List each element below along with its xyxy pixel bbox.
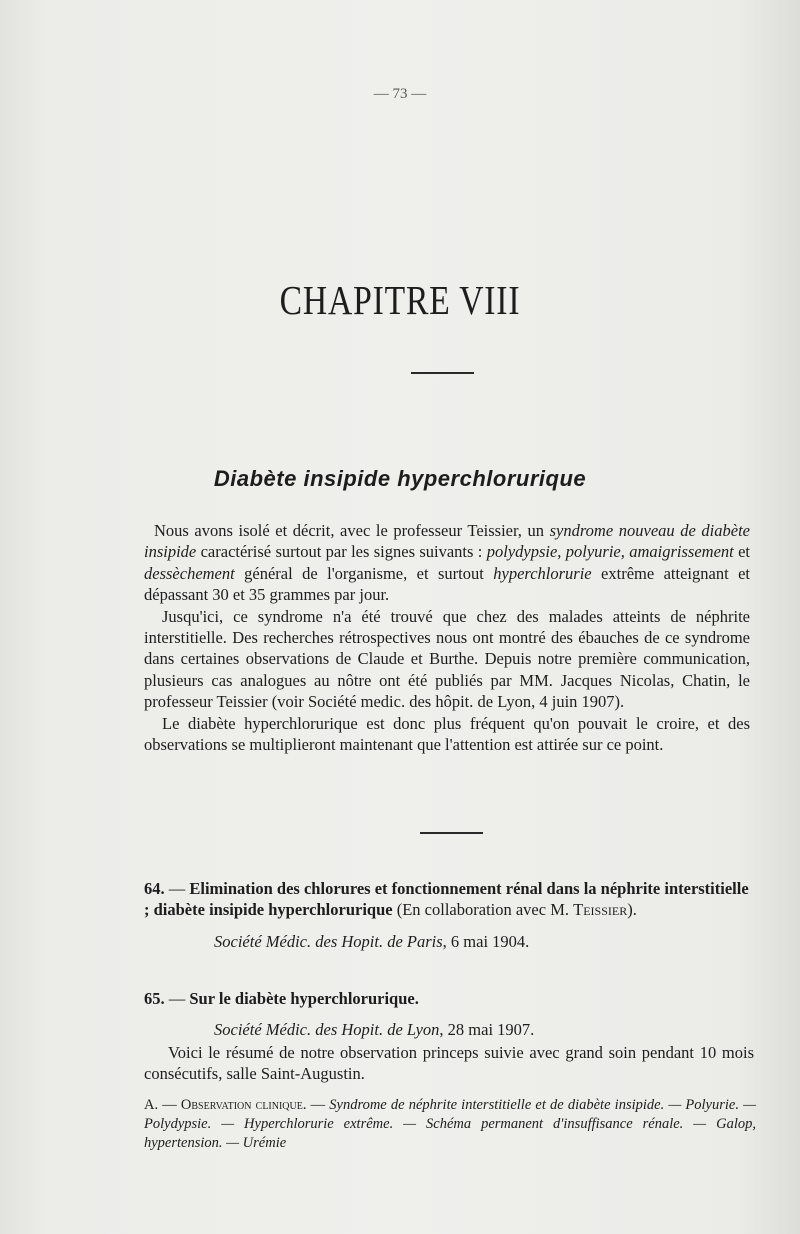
observation-text: Syndrome de néphrite interstitielle et de diabète insipide. — Polyurie. — Polydypsie. — Hyperchlorurie extrême. — Schéma permanent d'insuffisance rénale. — Galop, hypertension. — Urémie bbox=[144, 1097, 756, 1151]
intro-run-italic: hyperchlorurie bbox=[493, 563, 592, 583]
chapter-title: CHAPITRE VIII bbox=[279, 277, 521, 323]
divider-rule bbox=[411, 372, 474, 374]
observation-heading: Observation clinique. bbox=[180, 1097, 307, 1113]
intro-paragraph-2: Jusqu'ici, ce syndrome n'a été trouvé que chez des malades atteints de néphrite interstitielle. Des recherches rétrospectives nous ont montré des ébauches de ce syndrome dans certaines observations de Claude et Burthe. Depuis notre première communication, plusieurs cas analogues au nôtre ont été publiés par MM. Jacques Nicolas, Chatin, le professeur Teissier (voir Société medic. des hôpit. de Lyon, 4 juin 1907). bbox=[144, 606, 750, 712]
entry-journal: Société Médic. des Hopit. de Lyon bbox=[214, 1020, 440, 1040]
section-title: Diabète insipide hyperchlorurique bbox=[213, 466, 587, 491]
intro-run: caractérisé surtout par les signes suivants : bbox=[196, 542, 487, 562]
entry-date: , 6 mai 1904. bbox=[442, 931, 530, 951]
intro-run: Nous avons isolé et décrit, avec le professeur Teissier, un bbox=[154, 521, 550, 540]
entry-heading bbox=[144, 988, 754, 1009]
entry-date: , 28 mai 1907. bbox=[439, 1020, 535, 1040]
entry-source bbox=[214, 931, 754, 952]
entry-collab: (En collaboration avec M. bbox=[392, 900, 574, 920]
summary-paragraph: Voici le résumé de notre observation princeps suivie avec grand soin pendant 10 mois consécutifs, salle Saint-Augustin. bbox=[144, 1043, 754, 1084]
intro-run-italic: polydypsie, polyurie, amaigrissement bbox=[486, 542, 734, 562]
observation-label: A. — bbox=[144, 1097, 181, 1113]
entry-heading bbox=[144, 878, 754, 921]
observation-separator: — bbox=[306, 1097, 330, 1113]
divider-rule bbox=[420, 832, 483, 834]
intro-paragraph-1 bbox=[144, 520, 750, 606]
intro-run-italic: syndrome nouveau de diabète insipide bbox=[144, 521, 750, 562]
intro-run: général de l'organisme, et surtout bbox=[234, 563, 494, 583]
entry-collab-name: Teissier bbox=[573, 900, 628, 920]
entry-dash: — bbox=[164, 989, 190, 1008]
entry-number: 64. bbox=[144, 879, 165, 898]
entry-number: 65. bbox=[144, 989, 165, 1008]
observation-block bbox=[144, 1096, 756, 1153]
intro-run: extrême atteignant et dépassant 30 et 35 grammes par jour. bbox=[144, 563, 750, 605]
intro-run-italic: dessèchement bbox=[144, 563, 235, 583]
entry-dash: — bbox=[164, 879, 190, 898]
page-number: — 73 — bbox=[373, 86, 427, 102]
intro-run: et bbox=[733, 542, 750, 562]
intro-paragraph-3: Le diabète hyperchlorurique est donc plus fréquent qu'on pouvait le croire, et des observations se multiplieront maintenant que l'attention est attirée sur ce point. bbox=[144, 713, 750, 755]
entry-journal: Société Médic. des Hopit. de Paris bbox=[214, 931, 443, 951]
entry-source bbox=[214, 1019, 754, 1040]
bibliography-entry-64 bbox=[144, 878, 754, 952]
entry-title: Sur le diabète hyperchlorurique. bbox=[189, 989, 419, 1008]
entry-title: Elimination des chlorures et fonctionnement rénal dans la néphrite interstitielle ; diabète insipide hyperchlorurique bbox=[144, 879, 749, 920]
intro-text bbox=[144, 520, 750, 755]
bibliography-entry-65 bbox=[144, 988, 754, 1041]
entry-collab-close: ). bbox=[627, 900, 637, 920]
